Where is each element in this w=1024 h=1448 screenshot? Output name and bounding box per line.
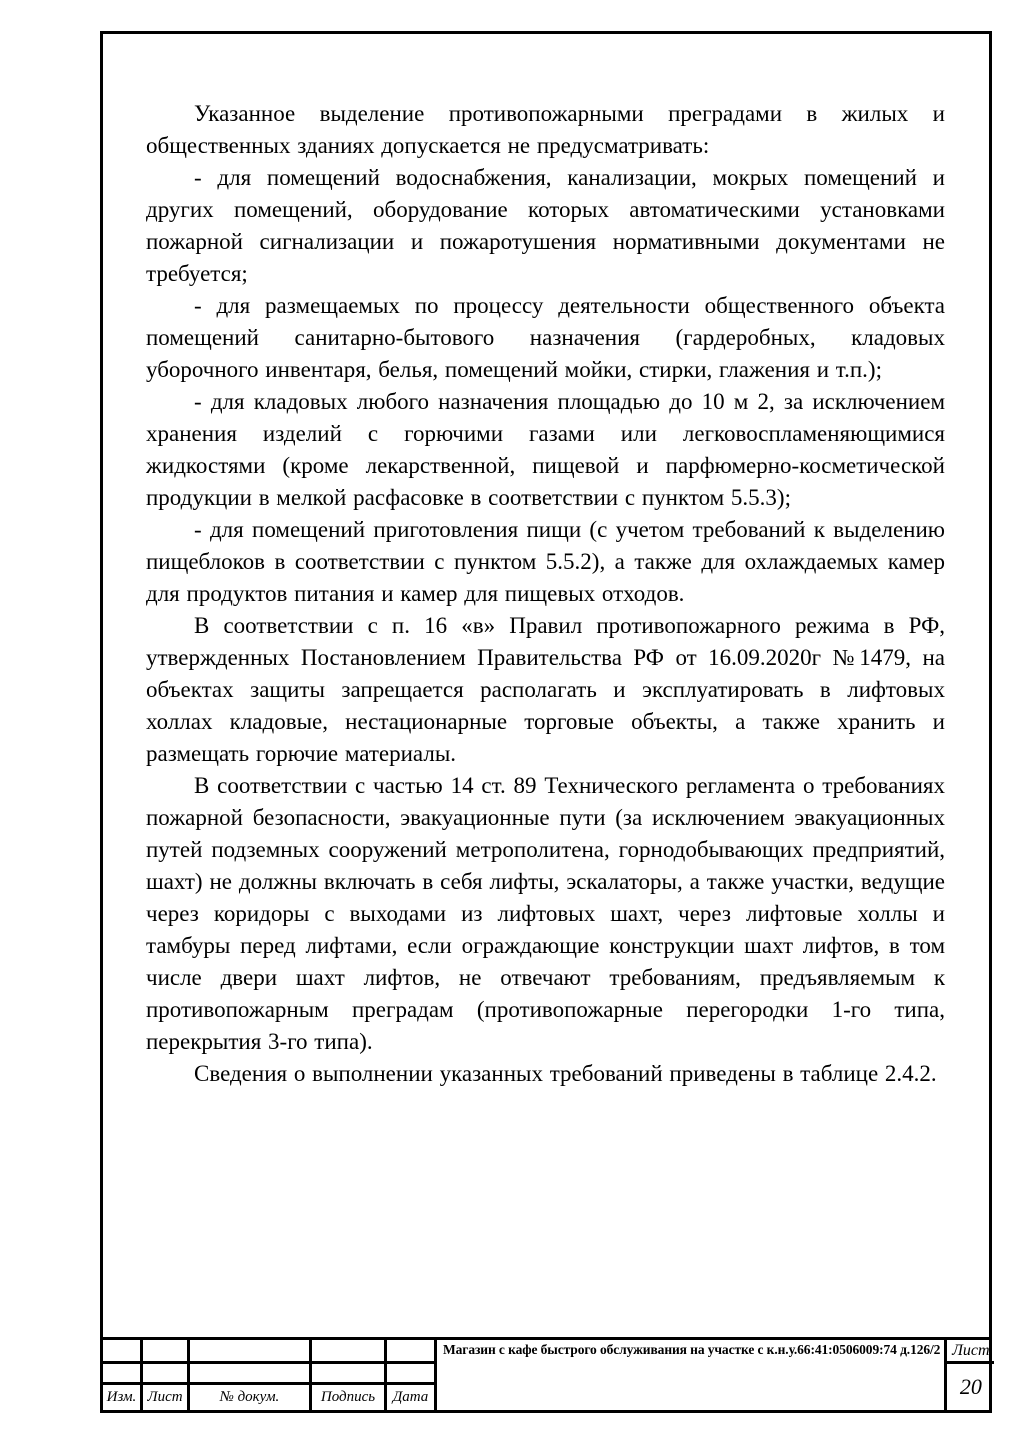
column-label-data: Дата: [387, 1385, 437, 1410]
column-label-dokum: № докум.: [190, 1385, 312, 1410]
paragraph: Сведения о выполнении указанных требований приведены в таблице 2.4.2.: [194, 1061, 937, 1086]
project-title: Магазин с кафе быстрого обслуживания на участке с к.н.у.66:41:0506009:74 д.126/2: [443, 1342, 941, 1357]
revision-cell-empty: [190, 1340, 312, 1364]
paragraph: В соответствии с частью 14 ст. 89 Технического регламента о требованиях пожарной безопасности, эвакуационные пути (за исключением эвакуационных путей подземных сооружений метрополитена, горнодобывающих предприятий, шахт) не должны включать в себя лифты, эскалаторы, а также участки, ведущие через коридоры с выходами из лифтовых шахт, через лифтовые холлы и тамбуры перед лифтами, если ограждающие конструкции шахт лифтов, в том числе двери шахт лифтов, не отвечают требованиям, предъявляемым к противопожарным преградам (противопожарные перегородки 1-го типа, перекрытия 3-го типа).: [146, 773, 945, 1054]
title-block: [103, 1337, 989, 1410]
revision-cell-empty: [143, 1364, 190, 1385]
revision-cell-empty: [143, 1340, 190, 1364]
revision-cell-empty: [103, 1340, 143, 1364]
title-block-project-cell: [437, 1340, 947, 1410]
title-block-sheet-cell: [947, 1340, 994, 1410]
paragraph: - для помещений приготовления пищи (с учетом требований к выделению пищеблоков в соответствии с пунктом 5.5.2), а также для охлаждаемых камер для продуктов питания и камер для пищевых отходов.: [146, 517, 945, 606]
paragraph: Указанное выделение противопожарными преградами в жилых и общественных зданиях допускается не предусматривать:: [146, 101, 945, 158]
column-label-podpis: Подпись: [312, 1385, 387, 1410]
sheet-number: 20: [959, 1374, 982, 1399]
revision-cell-empty: [103, 1364, 143, 1385]
column-label-list: Лист: [143, 1385, 190, 1410]
document-body: [103, 34, 989, 1337]
paragraph: - для помещений водоснабжения, канализации, мокрых помещений и других помещений, оборудование которых автоматическими установками пожарной сигнализации и пожаротушения нормативными документами не требуется;: [146, 165, 945, 286]
sheet-label: Лист: [947, 1340, 994, 1364]
paragraph: В соответствии с п. 16 «в» Правил противопожарного режима в РФ, утвержденных Постановлением Правительства РФ от 16.09.2020г №1479, на объектах защиты запрещается располагать и эксплуатировать в лифтовых холлах кладовые, нестационарные торговые объекты, а также хранить и размещать горючие материалы.: [146, 613, 945, 766]
paragraph: - для размещаемых по процессу деятельности общественного объекта помещений санитарно-бытового назначения (гардеробных, кладовых уборочного инвентаря, белья, помещений мойки, стирки, глажения и т.п.);: [146, 293, 945, 382]
revision-cell-empty: [387, 1340, 437, 1364]
paragraph: - для кладовых любого назначения площадью до 10 м 2, за исключением хранения изделий с горючими газами или легковоспламеняющимися жидкостями (кроме лекарственной, пищевой и парфюмерно-косметической продукции в мелкой расфасовке в соответствии с пунктом 5.5.3);: [146, 389, 945, 510]
revision-cell-empty: [387, 1364, 437, 1385]
revision-cell-empty: [312, 1340, 387, 1364]
column-label-izm: Изм.: [103, 1385, 143, 1410]
revision-cell-empty: [312, 1364, 387, 1385]
title-block-revision-table: [103, 1340, 437, 1410]
page-frame: [100, 31, 992, 1413]
revision-cell-empty: [190, 1364, 312, 1385]
